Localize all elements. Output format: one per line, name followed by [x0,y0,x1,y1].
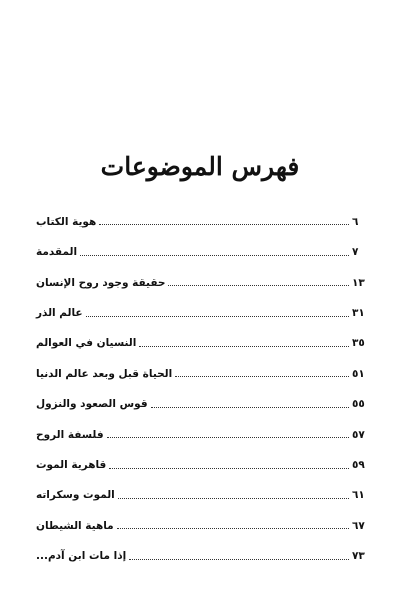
toc-entry [34,355,366,385]
toc-entry [34,203,366,233]
toc-entry [34,385,366,415]
toc-entry-title: حقيقة وجود روح الإنسان [36,276,166,289]
toc-page-number: ٣١ [352,307,365,320]
toc-page-number: ٥٧ [352,428,365,441]
dot-leader [129,558,349,560]
toc-entry-title: فلسفة الروح [36,428,104,441]
dot-leader [168,284,349,286]
dot-leader [107,436,349,438]
dot-leader [109,467,349,469]
dot-leader [139,345,349,347]
dot-leader [117,527,349,529]
page-title: فهرس الموضوعات [100,152,300,181]
toc-entry [34,537,366,567]
dot-leader [80,254,349,256]
toc-page-number: ٧ [352,246,359,259]
toc-entry [34,325,366,355]
toc-entry-title: النسيان في العوالم [36,337,137,350]
toc-page-number: ٦١ [352,489,365,502]
toc-entry [34,294,366,324]
dot-leader [151,406,349,408]
toc-entry-title: قاهرية الموت [36,459,107,472]
toc-entry-title: الحياة قبل وبعد عالم الدنيا [36,367,173,380]
dot-leader [86,315,349,317]
toc-page-number: ٥٩ [352,459,365,472]
toc-page-number: ٥١ [352,367,365,380]
dot-leader [118,497,349,499]
toc-entry-title: قوس الصعود والنزول [36,398,148,411]
toc-entry [34,264,366,294]
toc-entry-title: هوية الكتاب [36,215,97,228]
dot-leader [175,375,349,377]
toc-entry [34,416,366,446]
toc-page-number: ٧٣ [352,550,365,563]
toc-entry-title: المقدمة [36,246,78,259]
toc-page-number: ٦٧ [352,519,365,532]
toc-page-number: ١٣ [352,276,365,289]
toc-entry [34,446,366,476]
toc-entry-title: ماهية الشيطان [36,519,114,532]
toc-entry [34,477,366,507]
toc-entry-title: الموت وسكراته [36,489,115,502]
toc-entry [34,233,366,263]
toc-page-number: ٥٥ [352,398,365,411]
toc-entry-title: عالم الذر [36,307,83,320]
toc-entry [34,507,366,537]
toc-page-number: ٣٥ [352,337,365,350]
table-of-contents [34,203,366,568]
toc-page-number: ٦ [352,215,359,228]
toc-entry-title: إذا مات ابن آدم... [36,550,127,563]
dot-leader [99,223,349,225]
